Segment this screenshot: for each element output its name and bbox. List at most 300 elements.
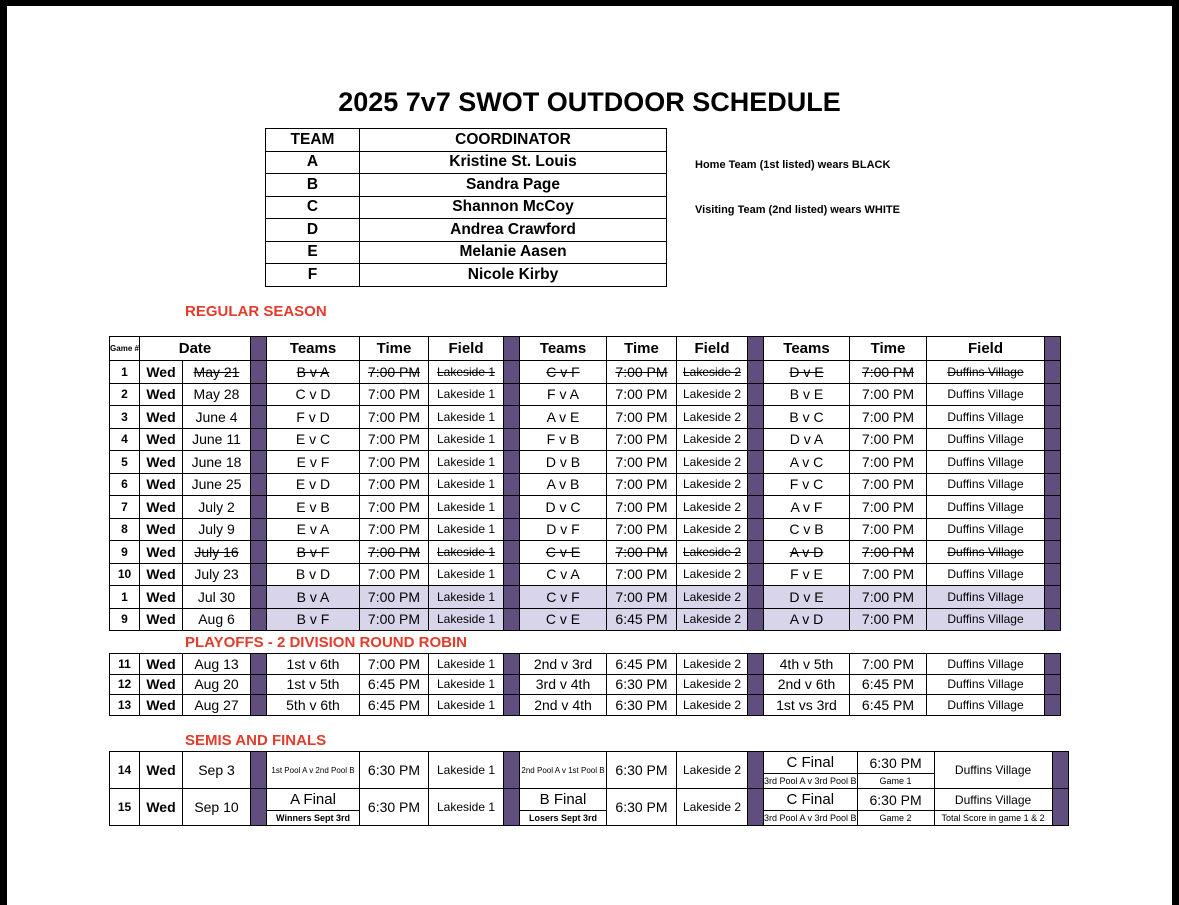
column-separator [1045,383,1061,406]
game-time: 7:00 PM [360,608,429,631]
game-time: 7:00 PM [607,361,677,384]
column-separator [748,586,764,609]
column-separator [504,608,520,631]
schedule-row [110,654,1061,675]
column-separator [251,695,267,716]
matchup-detail: Losers Sept 3rd [520,811,607,826]
column-separator [748,608,764,631]
game-field: Lakeside 2 [677,451,748,474]
schedule-row [110,586,1061,609]
schedule-row [110,674,1061,695]
column-separator [251,789,267,826]
matchup: A Final [267,789,360,811]
game-time: 7:00 PM [850,406,927,429]
column-separator [251,406,267,429]
column-separator [251,383,267,406]
column-separator [748,752,764,789]
game-date: Aug 27 [183,695,251,716]
game-time: 6:30 PM [607,695,677,716]
game-time: 6:45 PM [850,674,927,695]
column-separator [251,586,267,609]
visiting-team-note: Visiting Team (2nd listed) wears WHITE [695,204,900,216]
schedule-row [110,563,1061,586]
game-time: 6:45 PM [607,608,677,631]
column-separator [1045,337,1061,361]
game-field: Lakeside 2 [677,586,748,609]
game-day: Wed [140,674,183,695]
matchup: C v A [520,563,607,586]
teams-header: Teams [764,337,850,361]
coordinator-name: Shannon McCoy [360,196,667,219]
game-time: 7:00 PM [360,451,429,474]
column-separator [251,337,267,361]
game-time: 6:45 PM [850,695,927,716]
matchup: C v E [520,608,607,631]
team-letter: E [266,241,360,264]
game-number: 4 [110,428,140,451]
game-time: 6:45 PM [360,674,429,695]
matchup: F v C [764,473,850,496]
matchup: B v F [267,541,360,564]
column-separator [1045,406,1061,429]
game-field: Duffins Village [927,428,1045,451]
matchup: C v E [520,541,607,564]
matchup: A v B [520,473,607,496]
regular-season-table [109,336,1061,631]
coordinator-header: COORDINATOR [360,129,667,152]
column-separator [1045,541,1061,564]
game-field: Lakeside 2 [677,695,748,716]
game-field: Lakeside 2 [677,518,748,541]
game-label: Game 2 [857,811,934,826]
game-field: Duffins Village [927,541,1045,564]
column-separator [1052,752,1068,789]
game-time: 7:00 PM [607,383,677,406]
column-separator [504,361,520,384]
matchup: 2nd v 3rd [520,654,607,675]
game-date: Aug 13 [183,654,251,675]
game-time: 7:00 PM [607,496,677,519]
game-field: Lakeside 2 [677,563,748,586]
game-field: Lakeside 1 [429,541,504,564]
game-field: Lakeside 1 [429,428,504,451]
field-header: Field [677,337,748,361]
game-field: Lakeside 2 [677,428,748,451]
column-separator [251,608,267,631]
matchup: 1st v 6th [267,654,360,675]
game-time: 6:45 PM [607,654,677,675]
game-number: 6 [110,473,140,496]
game-number: 14 [110,752,140,789]
matchup: 2nd Pool A v 1st Pool B [520,752,607,789]
schedule-row [110,451,1061,474]
team-letter: A [266,151,360,174]
game-field: Lakeside 2 [677,654,748,675]
schedule-row [110,383,1061,406]
matchup: D v C [520,496,607,519]
coordinator-name: Sandra Page [360,174,667,197]
column-separator [1045,518,1061,541]
game-field: Lakeside 1 [429,586,504,609]
column-separator [504,473,520,496]
game-date: June 18 [183,451,251,474]
game-time: 6:30 PM [360,789,429,826]
game-time: 7:00 PM [850,563,927,586]
game-date: Aug 20 [183,674,251,695]
column-separator [1045,586,1061,609]
game-field: Lakeside 1 [429,695,504,716]
coordinator-name: Kristine St. Louis [360,151,667,174]
game-field: Duffins Village [927,654,1045,675]
column-separator [748,654,764,675]
matchup: B v A [267,586,360,609]
column-separator [504,541,520,564]
column-separator [1045,695,1061,716]
column-separator [748,406,764,429]
schedule-row [110,361,1061,384]
column-separator [748,383,764,406]
game-time: 7:00 PM [607,541,677,564]
column-separator [251,752,267,789]
column-separator [251,496,267,519]
semis-finals-heading: SEMIS AND FINALS [185,732,327,749]
matchup: F v E [764,563,850,586]
game-day: Wed [140,473,183,496]
game-field: Lakeside 2 [677,674,748,695]
teams-header: Teams [267,337,360,361]
column-separator [1045,496,1061,519]
game-field: Duffins Village [927,451,1045,474]
matchup: A v E [520,406,607,429]
matchup: C v F [520,586,607,609]
game-number: 13 [110,695,140,716]
game-time: 7:00 PM [360,586,429,609]
column-separator [748,674,764,695]
column-separator [504,518,520,541]
game-field: Lakeside 1 [429,518,504,541]
matchup: A v F [764,496,850,519]
team-letter: B [266,174,360,197]
game-field: Lakeside 1 [429,361,504,384]
column-separator [504,695,520,716]
game-time: 7:00 PM [607,473,677,496]
game-field: Lakeside 2 [677,473,748,496]
team-letter: F [266,264,360,287]
column-separator [251,674,267,695]
column-separator [1045,674,1061,695]
game-field: Duffins Village [927,518,1045,541]
game-field: Lakeside 1 [429,406,504,429]
game-time: 6:30 PM [607,789,677,826]
game-time: 7:00 PM [850,361,927,384]
column-separator [748,563,764,586]
game-field: Lakeside 2 [677,383,748,406]
game-time: 7:00 PM [360,541,429,564]
game-field: Lakeside 1 [429,654,504,675]
game-number: 5 [110,451,140,474]
matchup: 1st v 5th [267,674,360,695]
game-time: 7:00 PM [607,428,677,451]
matchup: 2nd v 4th [520,695,607,716]
game-day: Wed [140,695,183,716]
team-header: TEAM [266,129,360,152]
column-separator [748,518,764,541]
matchup: D v A [764,428,850,451]
schedule-row [110,496,1061,519]
game-time: 7:00 PM [607,563,677,586]
time-header: Time [607,337,677,361]
matchup: C v B [764,518,850,541]
game-field: Lakeside 1 [429,563,504,586]
game-date: July 23 [183,563,251,586]
schedule-row [110,406,1061,429]
game-day: Wed [140,789,183,826]
column-separator [748,428,764,451]
game-time: 6:45 PM [360,695,429,716]
game-date: June 4 [183,406,251,429]
semis-finals-table [109,751,1069,826]
matchup: F v D [267,406,360,429]
game-time: 7:00 PM [360,473,429,496]
game-field: Duffins Village [927,361,1045,384]
matchup-detail: Winners Sept 3rd [267,811,360,826]
regular-season-heading: REGULAR SEASON [185,303,327,320]
matchup: A v D [764,608,850,631]
game-day: Wed [140,496,183,519]
game-field: Lakeside 1 [429,451,504,474]
game-time: 7:00 PM [607,586,677,609]
coordinator-table [265,128,667,287]
column-separator [1045,608,1061,631]
column-separator [504,654,520,675]
game-time: 7:00 PM [607,451,677,474]
game-time: 7:00 PM [360,406,429,429]
game-time: 7:00 PM [360,496,429,519]
scoring-note: Total Score in game 1 & 2 [934,811,1052,826]
column-separator [251,654,267,675]
column-separator [504,383,520,406]
game-field: Duffins Village [927,586,1045,609]
game-field: Lakeside 1 [429,496,504,519]
game-time: 7:00 PM [850,428,927,451]
game-day: Wed [140,608,183,631]
matchup: B v C [764,406,850,429]
game-field: Duffins Village [927,695,1045,716]
game-number: 9 [110,608,140,631]
game-field: Lakeside 1 [429,752,504,789]
time-header: Time [850,337,927,361]
schedule-row [110,518,1061,541]
team-letter: C [266,196,360,219]
matchup: D v E [764,586,850,609]
game-time: 7:00 PM [850,608,927,631]
game-time: 6:30 PM [607,674,677,695]
game-field: Duffins Village [934,752,1052,789]
matchup: E v A [267,518,360,541]
column-separator [1052,789,1068,826]
game-time: 7:00 PM [360,563,429,586]
game-field: Duffins Village [927,563,1045,586]
game-field: Lakeside 1 [429,674,504,695]
matchup: E v D [267,473,360,496]
playoffs-table [109,653,1061,716]
game-field: Lakeside 1 [429,789,504,826]
game-number: 7 [110,496,140,519]
column-separator [504,428,520,451]
column-separator [1045,563,1061,586]
game-date: June 11 [183,428,251,451]
game-day: Wed [140,451,183,474]
matchup: 3rd v 4th [520,674,607,695]
game-field: Lakeside 2 [677,608,748,631]
game-number: 8 [110,518,140,541]
team-letter: D [266,219,360,242]
matchup: A v C [764,451,850,474]
column-separator [504,496,520,519]
column-separator [504,406,520,429]
game-field: Duffins Village [927,406,1045,429]
game-time: 7:00 PM [360,428,429,451]
game-date: July 9 [183,518,251,541]
column-separator [251,541,267,564]
game-field: Duffins Village [934,789,1052,811]
game-date: Sep 10 [183,789,251,826]
game-day: Wed [140,586,183,609]
game-time: 7:00 PM [850,496,927,519]
game-number: 1 [110,586,140,609]
matchup: 4th v 5th [764,654,850,675]
column-separator [748,541,764,564]
game-field: Duffins Village [927,608,1045,631]
matchup: E v B [267,496,360,519]
column-separator [251,518,267,541]
game-field: Duffins Village [927,383,1045,406]
matchup: B v A [267,361,360,384]
game-day: Wed [140,654,183,675]
game-field: Lakeside 2 [677,496,748,519]
matchup: E v F [267,451,360,474]
column-separator [748,473,764,496]
game-field: Lakeside 1 [429,608,504,631]
game-time: 7:00 PM [850,586,927,609]
matchup-detail: 3rd Pool A v 3rd Pool B [764,811,858,826]
game-time: 7:00 PM [360,654,429,675]
game-date: Jul 30 [183,586,251,609]
game-time: 7:00 PM [360,361,429,384]
column-separator [504,789,520,826]
matchup: A v D [764,541,850,564]
game-date: Sep 3 [183,752,251,789]
game-time: 7:00 PM [850,541,927,564]
playoffs-heading: PLAYOFFS - 2 DIVISION ROUND ROBIN [185,634,467,651]
matchup: D v F [520,518,607,541]
matchup: B v F [267,608,360,631]
column-separator [504,451,520,474]
game-number: 11 [110,654,140,675]
game-number: 1 [110,361,140,384]
column-separator [1045,654,1061,675]
game-time: 7:00 PM [607,406,677,429]
column-separator [748,496,764,519]
game-number: 12 [110,674,140,695]
game-time: 7:00 PM [607,518,677,541]
column-separator [748,451,764,474]
teams-header: Teams [520,337,607,361]
matchup: D v B [520,451,607,474]
matchup: 5th v 6th [267,695,360,716]
game-day: Wed [140,518,183,541]
game-field: Lakeside 2 [677,789,748,826]
matchup: 2nd v 6th [764,674,850,695]
coordinator-name: Nicole Kirby [360,264,667,287]
matchup: C v D [267,383,360,406]
column-separator [748,789,764,826]
page-title: 2025 7v7 SWOT OUTDOOR SCHEDULE [338,87,841,117]
matchup: D v E [764,361,850,384]
game-time: 7:00 PM [850,654,927,675]
column-separator [251,361,267,384]
matchup: B Final [520,789,607,811]
game-time: 7:00 PM [850,383,927,406]
schedule-row [110,541,1061,564]
column-separator [1045,451,1061,474]
field-header: Field [927,337,1045,361]
game-date: May 28 [183,383,251,406]
game-time: 7:00 PM [850,473,927,496]
game-field: Duffins Village [927,496,1045,519]
matchup: C Final [764,789,858,811]
game-number-header: Game # [110,337,140,361]
column-separator [504,674,520,695]
game-date: July 2 [183,496,251,519]
game-date: June 25 [183,473,251,496]
column-separator [1045,361,1061,384]
game-date: May 21 [183,361,251,384]
column-separator [504,337,520,361]
game-time: 6:30 PM [360,752,429,789]
game-field: Lakeside 1 [429,473,504,496]
game-number: 15 [110,789,140,826]
column-separator [251,563,267,586]
coordinator-name: Melanie Aasen [360,241,667,264]
column-separator [251,428,267,451]
game-day: Wed [140,361,183,384]
schedule-row [110,473,1061,496]
column-separator [748,695,764,716]
game-field: Lakeside 2 [677,406,748,429]
column-separator [748,361,764,384]
column-separator [504,563,520,586]
schedule-row [110,695,1061,716]
column-separator [1045,473,1061,496]
schedule-row [110,608,1061,631]
game-day: Wed [140,563,183,586]
game-number: 10 [110,563,140,586]
matchup: B v E [764,383,850,406]
date-header: Date [140,337,251,361]
game-time: 6:30 PM [607,752,677,789]
game-time: 6:30 PM [857,752,934,774]
matchup: F v A [520,383,607,406]
column-separator [1045,428,1061,451]
column-separator [251,451,267,474]
game-field: Lakeside 1 [429,383,504,406]
coordinator-name: Andrea Crawford [360,219,667,242]
game-time: 7:00 PM [360,518,429,541]
matchup-detail: 3rd Pool A v 3rd Pool B [764,774,858,789]
game-day: Wed [140,406,183,429]
game-time: 7:00 PM [360,383,429,406]
